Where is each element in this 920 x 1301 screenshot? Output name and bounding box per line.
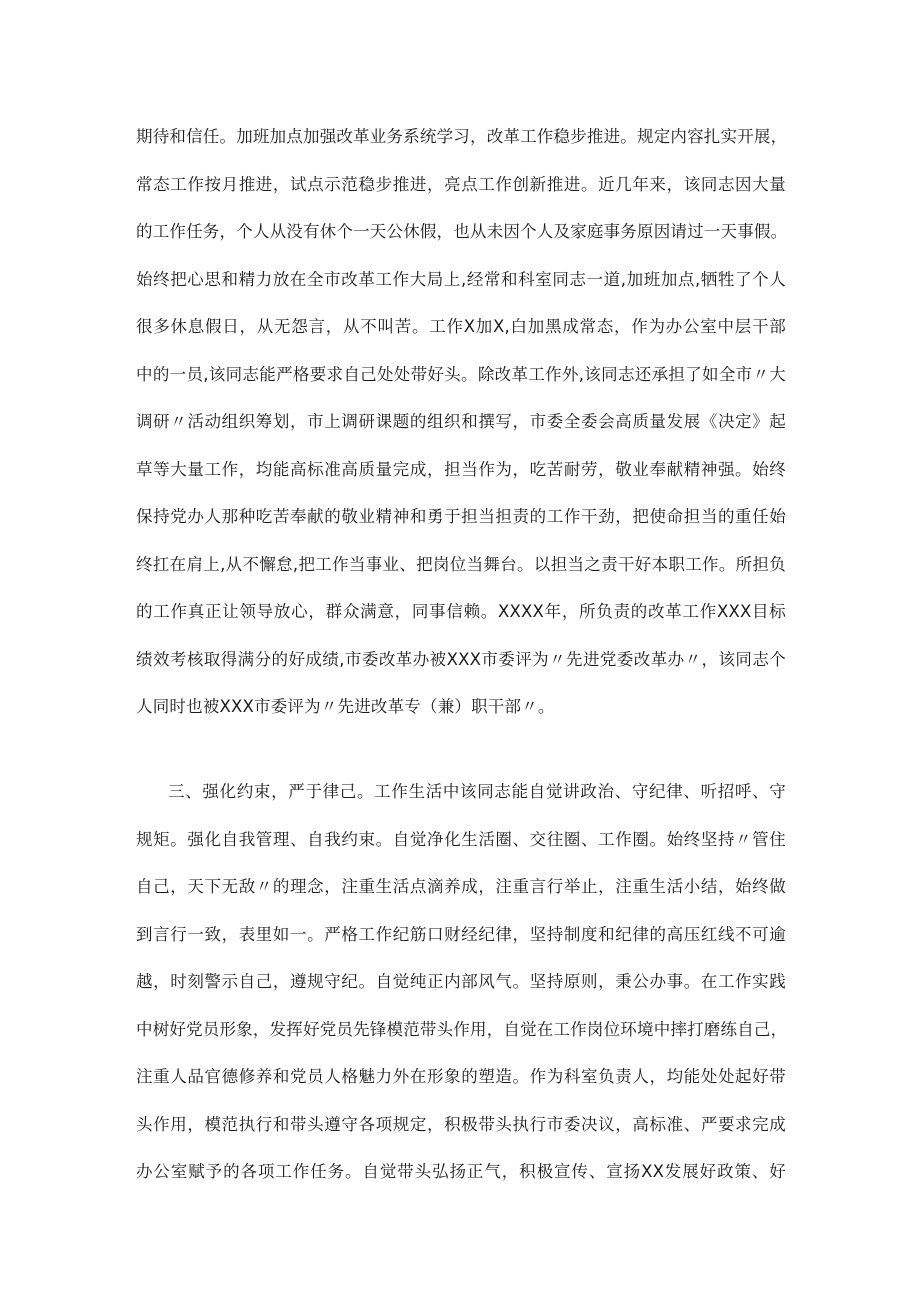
text-line: 终扛在肩上,从不懈怠,把工作当事业、把岗位当舞台。以担当之责干好本职工作。所担负 <box>136 555 786 574</box>
text-line: 始终把心思和精力放在全市改革工作大局上,经常和科室同志一道,加班加点,牺牲了个人 <box>136 270 786 289</box>
text-line: 期待和信任。加班加点加强改革业务系统学习，改革工作稳步推进。规定内容扎实开展， <box>136 127 788 146</box>
text-line: 越，时刻警示自己，遵规守纪。自觉纯正内部风气。坚持原则，秉公办事。在工作实践 <box>136 972 786 991</box>
text-line: 很多休息假日，从无怨言，从不叫苦。工作X加X,白加黑成常态，作为办公室中层干部 <box>136 317 786 336</box>
text-line: 规矩。强化自我管理、自我约束。自觉净化生活圈、交往圈、工作圈。始终坚持〃管住 <box>136 830 786 849</box>
text-line: 保持党办人那种吃苦奉献的敬业精神和勇于担当担责的工作干劲，把使命担当的重任始 <box>136 507 786 526</box>
text-line: 绩效考核取得满分的好成绩,市委改革办被XXX市委评为〃先进党委改革办〃，该同志个 <box>136 650 786 669</box>
text-line: 人同时也被XXX市委评为〃先进改革专（兼）职干部〃。 <box>136 697 555 716</box>
text-line: 办公室赋予的各项工作任务。自觉带头弘扬正气，积极宣传、宣扬XX发展好政策、好 <box>136 1162 786 1181</box>
text-line: 的工作真正让领导放心，群众满意，同事信赖。XXXX年，所负责的改革工作XXX目标 <box>136 602 786 621</box>
text-line: 的工作任务，个人从没有休个一天公休假，也从未因个人及家庭事务原因请过一天事假。 <box>136 222 788 241</box>
text-line: 头作用，模范执行和带头遵守各项规定，积极带头执行市委决议，高标准、严要求完成 <box>136 1115 786 1134</box>
text-line: 注重人品官德修养和党员人格魅力外在形象的塑造。作为科室负责人，均能处处起好带 <box>136 1067 786 1086</box>
text-line: 调研〃活动组织筹划，市上调研课题的组织和撰写，市委全委会高质量发展《决定》起 <box>136 412 786 431</box>
text-line: 自己，天下无敌〃的理念，注重生活点滴养成，注重言行举止，注重生活小结，始终做 <box>136 877 786 896</box>
text-line: 中的一员,该同志能严格要求自己处处带好头。除改革工作外,该同志还承担了如全市〃大 <box>136 365 786 384</box>
text-line: 中树好党员形象，发挥好党员先锋模范带头作用，自觉在工作岗位环境中摔打磨练自己， <box>136 1020 788 1039</box>
text-line: 三、强化约束，严于律己。工作生活中该同志能自觉讲政治、守纪律、听招呼、守 <box>168 782 786 801</box>
text-line: 草等大量工作，均能高标准高质量完成，担当作为，吃苦耐劳，敬业奉献精神强。始终 <box>136 460 786 479</box>
text-line: 到言行一致，表里如一。严格工作纪筋口财经纪律，坚持制度和纪律的高压红线不可逾 <box>136 925 786 944</box>
text-line: 常态工作按月推进，试点示范稳步推进，亮点工作创新推进。近几年来，该同志因大量 <box>136 175 786 194</box>
